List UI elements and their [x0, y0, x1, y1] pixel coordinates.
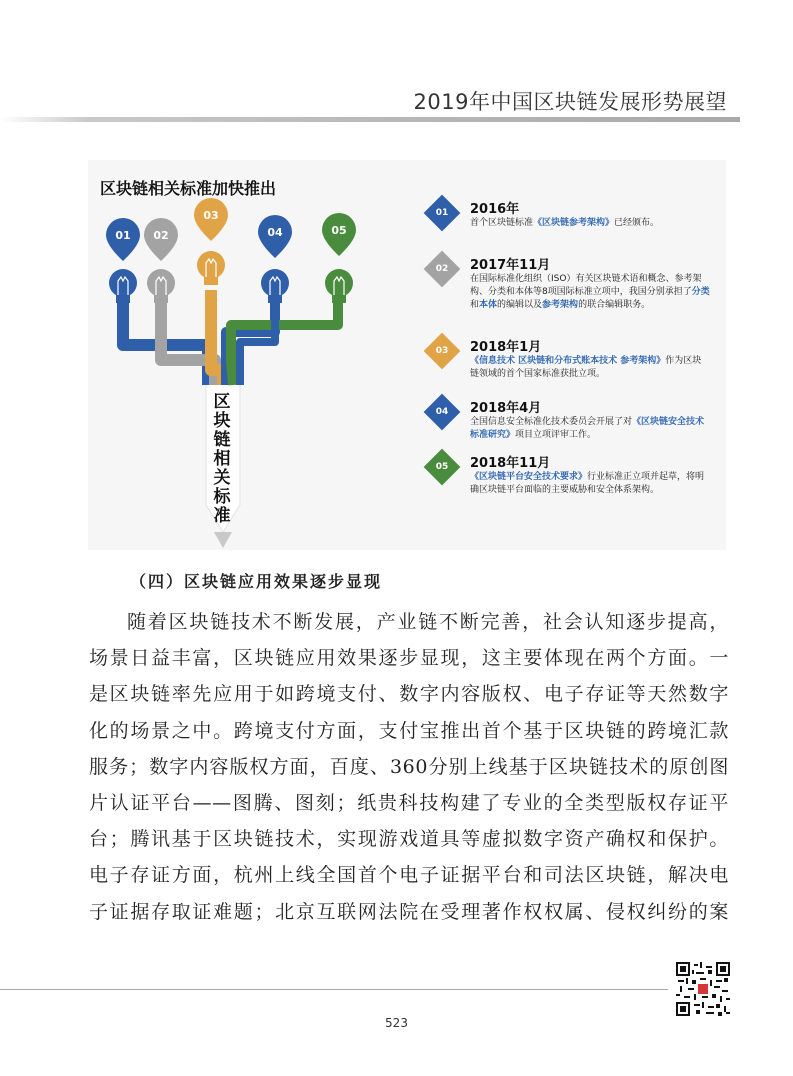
bulb-04: [258, 215, 292, 303]
qr-code-icon: [676, 962, 730, 1016]
body-text-line: 场景日益丰富，区块链应用效果逐步显现，这主要体现在两个方面。一: [89, 647, 729, 670]
timeline-number: 04: [435, 407, 449, 417]
lightbulb-icon: [197, 251, 225, 279]
body-text-line: 子证据存取证难题；北京互联网法院在受理著作权权属、侵权纠纷的案: [89, 900, 729, 923]
pencil-label: 区块链相关标准: [213, 392, 231, 526]
timeline-number: 02: [435, 264, 449, 274]
bulb-03: [194, 198, 228, 285]
timeline-description: 《区块链平台安全技术要求》行业标准正立项并起草，将明确区块链平台面临的主要威胁和安全体系架构。: [470, 472, 705, 495]
body-paragraph: [89, 604, 729, 930]
body-text-line: 台；腾讯基于区块链技术，实现游戏道具等虚拟数字资产确权和保护。: [89, 828, 729, 851]
body-text-line: 片认证平台——图腾、图刻；纸贵科技构建了专业的全类型版权存证平: [89, 792, 729, 815]
body-text-line: 化的场景之中。跨境支付方面，支付宝推出首个基于区块链的跨境汇款: [89, 719, 729, 742]
bulb-02: [144, 218, 178, 303]
timeline-description: 全国信息安全标准化技术委员会开展了对《区块链安全技术标准研究》项目立项评审工作。: [470, 417, 705, 440]
body-text-line: 是区块链率先应用于如跨境支付、数字内容版权、电子存证等天然数字: [89, 683, 729, 706]
lightbulb-icon: [325, 269, 353, 297]
pencil-tip: [214, 532, 232, 548]
timeline-year: 2018年1月: [470, 340, 542, 355]
timeline-number: 01: [435, 208, 449, 218]
timeline-number: 05: [435, 462, 449, 472]
section-heading: （四）区块链应用效果逐步显现: [130, 572, 383, 591]
bulb-number-label: 04: [267, 226, 283, 239]
timeline-year: 2018年11月: [470, 456, 551, 471]
timeline-year: 2018年4月: [470, 401, 542, 416]
page-header-title: 2019年中国区块链发展形势展望: [413, 90, 727, 114]
timeline-year: 2017年11月: [470, 258, 551, 273]
lightbulb-icon: [261, 269, 289, 297]
header-rule: [0, 117, 740, 122]
timeline-description: 《信息技术 区块链和分布式账本技术 参考架构》作为区块链领域的首个国家标准获批立项。: [470, 356, 702, 379]
timeline-description: 首个区块链标准《区块链参考架构》已经颁布。: [470, 218, 660, 228]
footer-rule: [0, 989, 668, 990]
page-number: 523: [385, 1016, 408, 1030]
lightbulb-icon: [147, 269, 175, 297]
bulbs-pencil-diagram: [88, 160, 418, 550]
body-text-line: 服务；数字内容版权方面，百度、360分别上线基于区块链技术的原创图: [89, 755, 729, 778]
bulb-number-label: 01: [115, 229, 131, 242]
standards-infographic: [88, 160, 726, 550]
bulb-05: [322, 213, 356, 303]
bulb-number-label: 03: [203, 209, 219, 222]
infographic-title: 区块链相关标准加快推出: [100, 179, 277, 198]
lightbulb-icon: [109, 269, 137, 297]
body-text-line: 电子存证方面，杭州上线全国首个电子证据平台和司法区块链，解决电: [89, 864, 729, 887]
timeline-number: 03: [435, 346, 449, 356]
timeline-description: 在国际标准化组织（ISO）有关区块链术语和概念、参考架构、分类和本体等8项国际标准立项中，我国分别承担了分类和本体的编辑以及参考架构的联合编辑职务。: [470, 274, 710, 310]
bulb-number-label: 02: [153, 229, 169, 242]
bulb-number-label: 05: [331, 224, 347, 237]
body-text-line: 随着区块链技术不断发展，产业链不断完善，社会认知逐步提高，: [127, 611, 729, 633]
timeline-year: 2016年: [470, 202, 520, 217]
bulb-01: [106, 218, 140, 303]
